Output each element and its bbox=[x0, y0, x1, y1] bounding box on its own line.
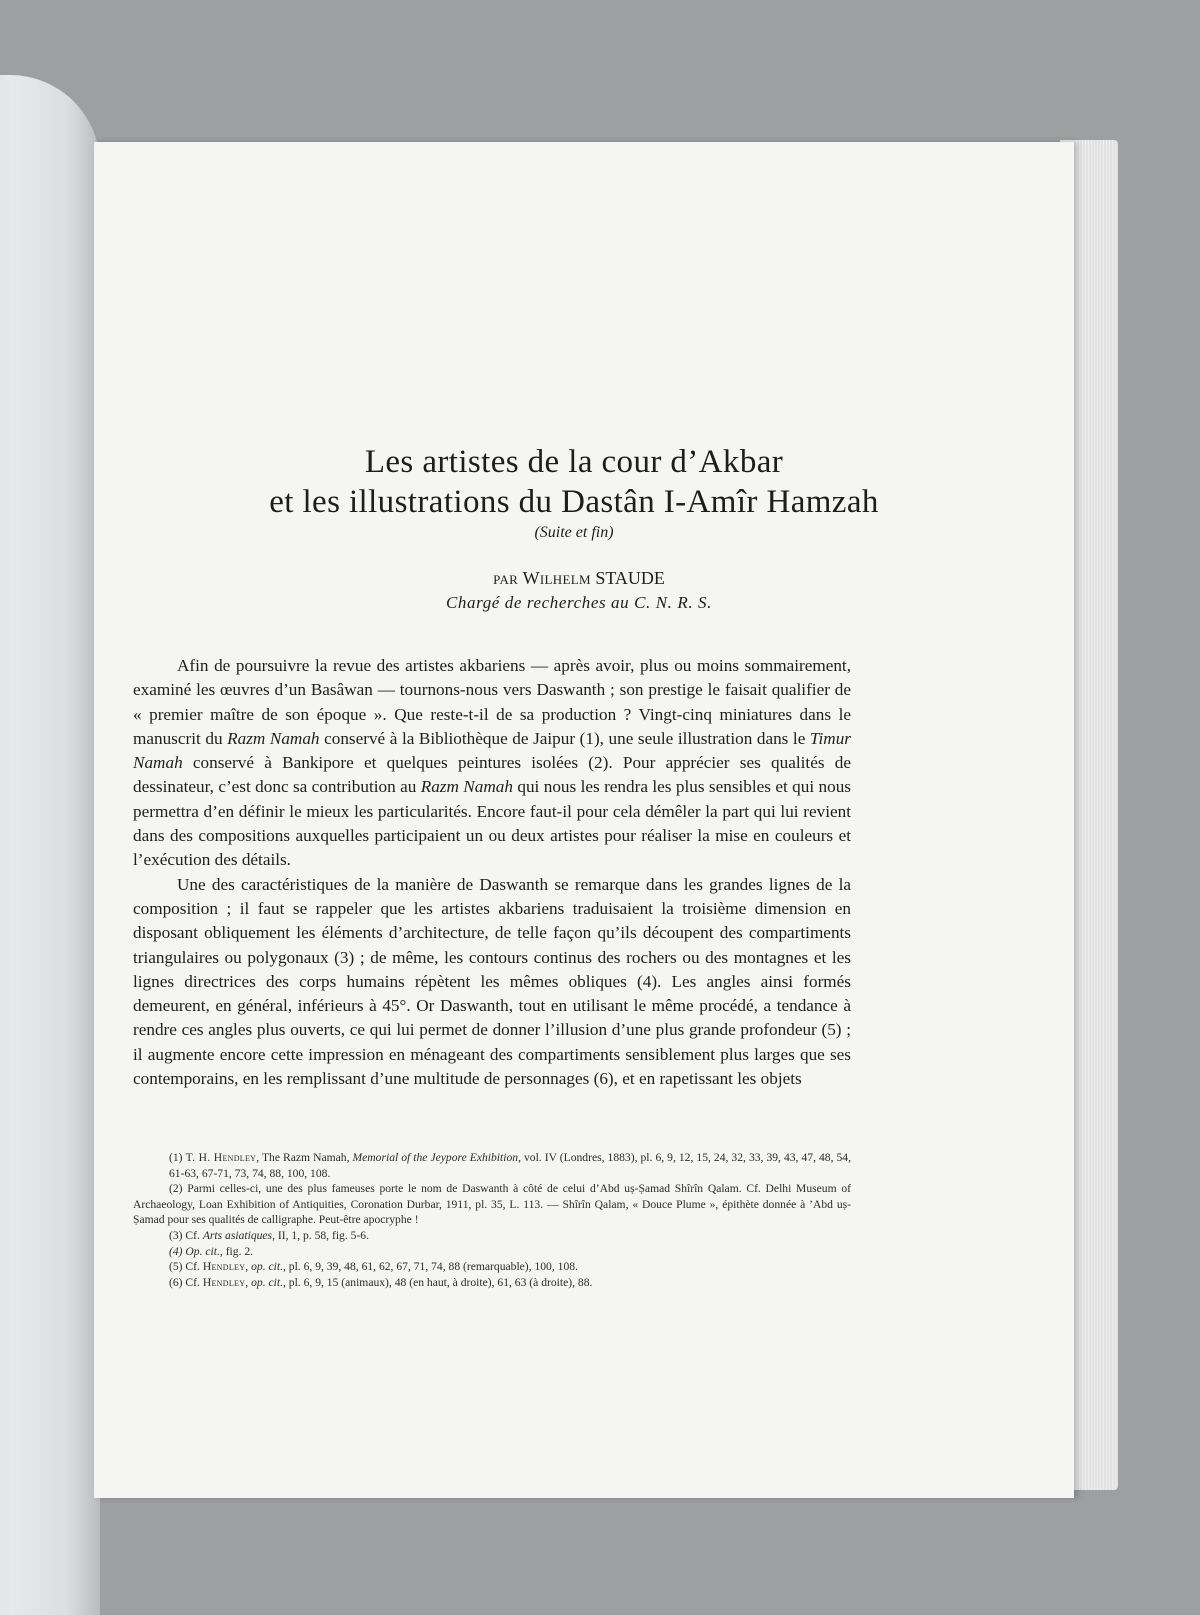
fn6-author: Hendley bbox=[202, 1275, 246, 1289]
fn1-author: T. H. Hendley bbox=[185, 1151, 257, 1164]
footnote-3 bbox=[133, 1228, 851, 1244]
subtitle: (Suite et fin) bbox=[534, 524, 614, 541]
footnote-2 bbox=[133, 1181, 851, 1228]
fn3-number: (3) bbox=[169, 1228, 183, 1242]
fn1-number: (1) bbox=[169, 1151, 183, 1164]
title-line-2: et les illustrations du Dastân I-Amîr Hamzah bbox=[269, 484, 879, 520]
author-affiliation: Chargé de recherches au C. N. R. S. bbox=[445, 593, 713, 612]
fn4-text-b: , fig. 2. bbox=[219, 1244, 254, 1258]
fn5-title: op. cit. bbox=[251, 1260, 283, 1274]
p1-title-razm-2: Razm Namah bbox=[420, 777, 513, 797]
p1-title-razm: Razm Namah bbox=[227, 728, 320, 748]
title-line-1: Les artistes de la cour d’Akbar bbox=[364, 444, 784, 480]
fn6-number: (6) bbox=[169, 1275, 183, 1289]
footnotes bbox=[133, 1150, 851, 1290]
footnote-4 bbox=[133, 1244, 851, 1260]
fn5-text-a: Cf. bbox=[182, 1260, 203, 1274]
fn2-number: (2) bbox=[169, 1182, 183, 1196]
fn6-text-a: Cf. bbox=[182, 1275, 203, 1289]
fn3-text-a: Cf. bbox=[182, 1228, 203, 1242]
fn5-number: (5) bbox=[169, 1260, 183, 1274]
fn3-text-b: , II, 1, p. 58, fig. 5-6. bbox=[272, 1228, 370, 1242]
byline bbox=[94, 566, 1064, 616]
fn4-title: Op. cit. bbox=[182, 1244, 220, 1258]
p1-text-a: Afin de poursuivre la revue des artistes akbariens — après avoir, plus ou moins sommairement, examiné les œuvres d’un Basâwan — tournons-nous vers Daswanth ; son prestige le faisait qualifier de « premier maître de son époque ». Que reste-t-il de sa production ? Vingt-cinq miniatures dans le manuscrit du bbox=[133, 656, 851, 748]
p1-text-e: conservé à Bankipore et quelques peintures isolées (2). Pour apprécier ses qualités de dessinateur, c’est donc sa contribution au bbox=[133, 753, 851, 797]
article-body bbox=[133, 654, 851, 1091]
p1-text-g: qui nous les rendra les plus sensibles et qui nous permettra d’en définir le mieux les particularités. Encore faut-il pour cela démêler la part qui lui revient dans des compositions auxquelles participaient un ou deux artistes pour réaliser la mise en couleurs et l’exécution des détails. bbox=[133, 777, 851, 870]
author-last-name: STAUDE bbox=[595, 568, 665, 588]
fn6-text-b: , pl. 6, 9, 15 (animaux), 48 (en haut, à droite), 61, 63 (à droite), 88. bbox=[282, 1275, 593, 1289]
paragraph-2: Une des caractéristiques de la manière de Daswanth se remarque dans les grandes lignes de la composition ; il faut se rappeler que les artistes akbariens traduisaient la troisième dimension en disposant obliquement les éléments d’architecture, de telle façon qu’ils découpent des compartiments triangulaires ou polygonaux (3) ; de même, les contours continus des rochers ou des montagnes et les lignes directrices des corps humains répètent les mêmes obliques (4). Les angles ainsi formés demeurent, en général, inférieurs à 45°. Or Daswanth, tout en utilisant le même procédé, a tendance à rendre ces angles plus ouverts, ce qui lui permet de donner l’illusion d’une plus grande profondeur (5) ; il augmente encore cette impression en ménageant des compartiments sensiblement plus larges que ses contemporains, en les remplissant d’une multitude de personnages (6), et en rapetissant les objets bbox=[133, 874, 851, 1089]
fn1-text-b: , vol. IV (Londres, 1883), pl. 6, 9, 12, 15, 24, 32, 33, 39, 43, 47, 48, 54, 61-63, 67-71, 73, 74, 88, 100, 108. bbox=[169, 1151, 852, 1180]
fn5-author: Hendley bbox=[202, 1260, 246, 1274]
byline-par: par bbox=[493, 568, 519, 588]
footnote-5 bbox=[133, 1259, 851, 1275]
fn2-text: Parmi celles-ci, une des plus fameuses porte le nom de Daswanth à côté de celui d’Abd uṣ-Ṣamad Shîrîn Qalam. Cf. Delhi Museum of Archaeology, Loan Exhibition of Antiquities, Coronation Durbar, 1911, pl. 35, L. 113. — Shîrîn Qalam, « Douce Plume », épithète donnée à ’Abd uṣ-Ṣamad pour ses qualités de calligraphe. Peut-être apocryphe ! bbox=[133, 1182, 851, 1227]
fn5-text-b: , pl. 6, 9, 39, 48, 61, 62, 67, 71, 74, 88 (remarquable), 100, 108. bbox=[282, 1260, 578, 1274]
fn6-sep: , bbox=[245, 1275, 252, 1289]
fn5-sep: , bbox=[245, 1260, 252, 1274]
paragraph-1 bbox=[133, 654, 851, 873]
author-line bbox=[94, 566, 1064, 590]
footnote-1-first bbox=[133, 1150, 851, 1181]
p1-title-timur: Timur Namah bbox=[133, 728, 851, 773]
footnote-6 bbox=[133, 1275, 851, 1291]
fn6-title: op. cit. bbox=[251, 1275, 283, 1289]
facing-page-curl bbox=[0, 75, 100, 1615]
article-title bbox=[94, 442, 1054, 542]
author-first-name: Wilhelm bbox=[522, 568, 591, 588]
fn1-text-a: , The Razm Namah, bbox=[256, 1151, 353, 1164]
fn3-title: Arts asiatiques bbox=[202, 1228, 273, 1242]
fn4-number: (4) bbox=[169, 1244, 183, 1258]
book-page bbox=[94, 142, 1074, 1498]
p1-text-c: conservé à la Bibliothèque de Jaipur (1), une seule illustration dans le bbox=[319, 728, 810, 748]
fn1-title: Memorial of the Jeypore Exhibition bbox=[352, 1151, 519, 1164]
